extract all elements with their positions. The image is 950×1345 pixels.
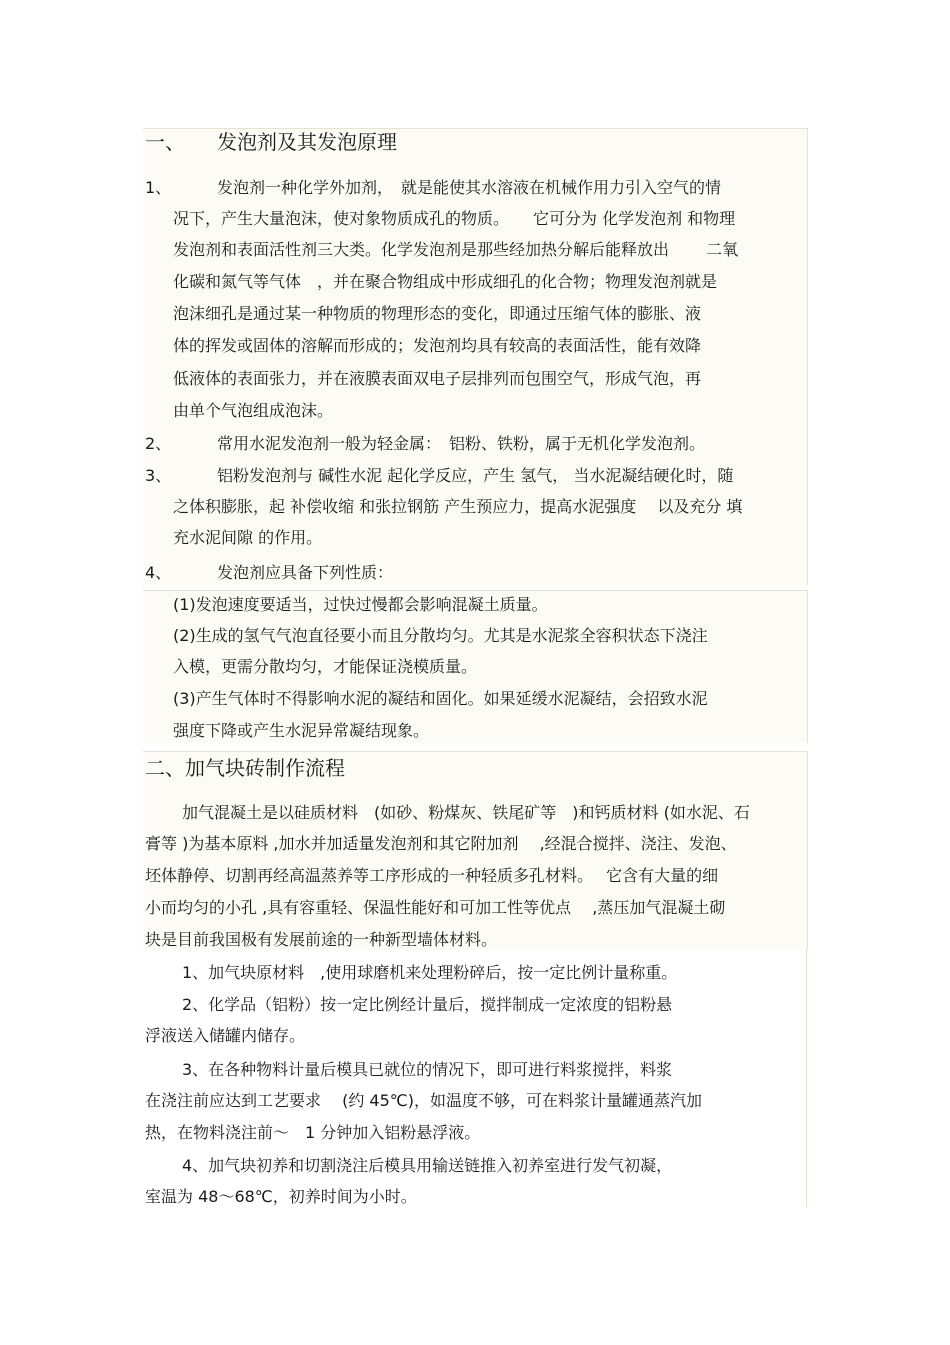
page-divider — [806, 949, 807, 1207]
item1-line: 泡沫细孔是通过某一种物质的物理形态的变化，即通过压缩气体的膨胀、液 — [173, 304, 702, 323]
item1-line: 由单个气泡组成泡沫。 — [173, 401, 334, 420]
item1-line: 体的挥发或固体的溶解而形成的；发泡剂均具有较高的表面活性，能有效降 — [173, 336, 702, 355]
item3-number: 3、 — [145, 466, 172, 485]
step-line: 浮液送入储罐内储存。 — [145, 1026, 306, 1045]
property-line: (1)发泡速度要适当，过快过慢都会影响混凝土质量。 — [173, 595, 548, 614]
intro-line: 加气混凝土是以硅质材料 (如砂、粉煤灰、铁尾矿等 )和钙质材料 (如水泥、石 — [182, 803, 750, 822]
item4-number: 4、 — [145, 563, 172, 582]
property-line: (2)生成的氢气气泡直径要小而且分散均匀。尤其是水泥浆全容积状态下浇注 — [173, 626, 708, 645]
step-line: 3、在各种物料计量后模具已就位的情况下，即可进行料浆搅拌，料浆 — [182, 1060, 673, 1079]
step-line: 室温为 48～68℃，初养时间为小时。 — [145, 1187, 417, 1206]
property-line: (3)产生气体时不得影响水泥的凝结和固化。如果延缓水泥凝结，会招致水泥 — [173, 689, 708, 708]
section1-title: 发泡剂及其发泡原理 — [217, 130, 397, 154]
intro-line: 块是目前我国极有发展前途的一种新型墙体材料。 — [145, 930, 498, 949]
item3-line: 之体积膨胀，起 补偿收缩 和张拉钢筋 产生预应力，提高水泥强度 以及充分 填 — [173, 497, 743, 516]
intro-line: 小而均匀的小孔 ,具有容重轻、保温性能好和可加工性等优点 ,蒸压加气混凝土砌 — [145, 898, 726, 917]
item3-line: 充水泥间隙 的作用。 — [173, 528, 323, 547]
item2-number: 2、 — [145, 434, 172, 453]
item2-line: 常用水泥发泡剂一般为轻金属： 铝粉、铁粉，属于无机化学发泡剂。 — [217, 434, 706, 453]
step-line: 在浇注前应达到工艺要求 (约 45℃)，如温度不够，可在料浆计量罐通蒸汽加 — [145, 1091, 702, 1110]
property-line: 强度下降或产生水泥异常凝结现象。 — [173, 721, 430, 740]
step-line: 热，在物料浇注前～ 1 分钟加入铝粉悬浮液。 — [145, 1123, 481, 1142]
step-line: 1、加气块原材料 ,使用球磨机来处理粉碎后，按一定比例计量称重。 — [182, 963, 678, 982]
step-line: 4、加气块初养和切割浇注后模具用输送链推入初养室进行发气初凝， — [182, 1156, 673, 1175]
intro-line: 坯体静停、切割再经高温蒸养等工序形成的一种轻质多孔材料。 它含有大量的细 — [145, 866, 719, 885]
item3-line: 铝粉发泡剂与 碱性水泥 起化学反应，产生 氢气， 当水泥凝结硬化时，随 — [217, 466, 734, 485]
item1-line: 低液体的表面张力，并在液膜表面双电子层排列而包围空气，形成气泡，再 — [173, 369, 702, 388]
item1-line: 发泡剂一种化学外加剂， 就是能使其水溶液在机械作用力引入空气的情 — [217, 178, 722, 197]
item1-line: 化碳和氮气等气体 ，并在聚合物组成中形成细孔的化合物；物理发泡剂就是 — [173, 272, 718, 291]
step-line: 2、化学品（铝粉）按一定比例经计量后，搅拌制成一定浓度的铝粉悬 — [182, 995, 673, 1014]
section2-title: 二、加气块砖制作流程 — [145, 756, 345, 780]
section1-number: 一、 — [145, 130, 185, 154]
intro-line: 膏等 )为基本原料 ,加水并加适量发泡剂和其它附加剂 ,经混合搅拌、浇注、发泡、 — [145, 834, 737, 853]
item4-line: 发泡剂应具备下列性质： — [217, 563, 394, 582]
item1-number: 1、 — [145, 178, 172, 197]
item1-line: 况下，产生大量泡沫，使对象物质成孔的物质。 它可分为 化学发泡剂 和物理 — [173, 209, 736, 228]
property-line: 入模，更需分散均匀，才能保证浇模质量。 — [173, 657, 478, 676]
item1-line: 发泡剂和表面活性剂三大类。化学发泡剂是那些经加热分解后能释放出 二氧 — [173, 240, 739, 259]
